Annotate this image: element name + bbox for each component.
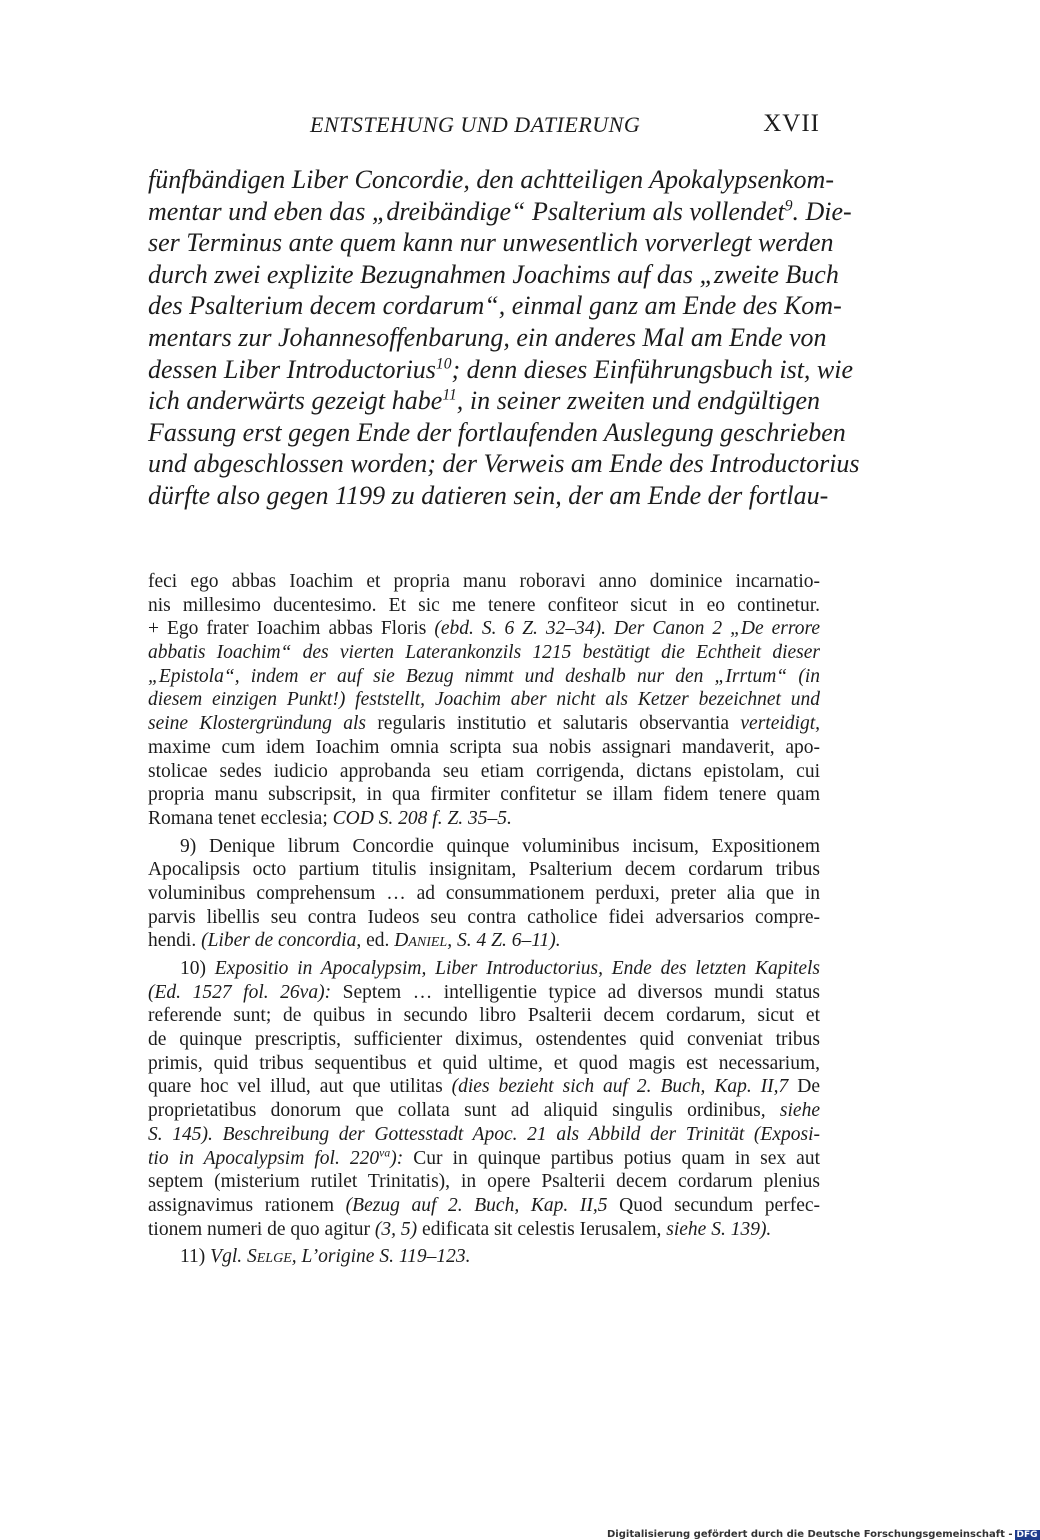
footnote-ref[interactable]: 10 — [435, 354, 452, 372]
footnote-number: 9) — [180, 835, 197, 857]
main-text-line: und abgeschlossen worden; der Verweis am Ende des Introductorius — [148, 449, 860, 479]
main-text-line: durch zwei explizite Bezugnahmen Joachims auf das „zweite Buch — [148, 259, 839, 289]
main-text-line: ich anderwärts gezeigt habe$^{11}$, in seiner zweiten und endgültigen — [148, 386, 820, 416]
dfg-logo: DFG — [1016, 1530, 1038, 1540]
main-text-line: fünfbändigen Liber Concordie, den achtteiligen Apokalypsenkom- — [148, 165, 834, 194]
footnote-8-continued: feci ego abbas Ioachim et propria manu roboravi anno dominice incarnatio- nis millesimo ducentesimo. Et sic me tenere confiteor sicut in eo continetur. + Ego frater Ioachim abbas Floris (ebd. S. 6 Z. 32–34). Der Canon 2 „De errore abbatis Ioachim“ des vierten Laterankonzils 1215 bestätigt die Echtheit dieser „Epistola“, indem er auf sie Bezug nimmt und deshalb nur den „Irrtum“ (in diesem einzigen Punkt!) feststellt, Joachim aber nicht als Ketzer bezeichnet und seine Klostergründung als regularis institutio et salutaris observantia verteidigt, maxime cum idem Ioachim omnia scripta sua nobis assignari mandaverit, apo- stolicae sedes iudicio approbanda seu etiam corrigenda, dictans epistolam, cui propria manu subscripsit, in qua firmiter confitetur se illam fidem tenere quam Romana tenet ecclesia; COD S. 208 f. Z. 35–5. — [148, 571, 821, 829]
footnotes — [148, 570, 820, 1273]
footnote-10: 10) Expositio in Apocalypsim, Liber Introductorius, Ende des letzten Kapitels (Ed. 1527 fol. 26va): Septem … intelligentie typice ad diversos mundi status referende sunt; de quibus in secundo libro Psalterii decem cordarum, sicut et de quinque prescriptis, sufficienter diximus, ostendentes quid conveniat tribus primis, quid tribus sequentibus et quid ultime, et quod magis est necessarium, quare hoc vel illud, aut que utilitas (dies bezieht sich auf 2. Buch, Kap. II,7 De proprietatibus donorum que collata sunt ad aliquid singulis ordinibus, siehe S. 145). Beschreibung der Gottesstadt Apoc. 21 als Abbild der Trinität (Exposi- tio in Apocalypsim fol. $220^{va}$): Cur in quinque partibus potius quam in sex aut septem (misterium rutilet Trinitatis), in opere Psalterii decem cordarum plenius assignavimus rationem (Bezug auf 2. Buch, Kap. II,5 Quod secundum perfec- tionem numeri de quo agitur (3, 5) edificata sit celestis Ierusalem, siehe S. 139). — [148, 958, 821, 1240]
footnote-ref[interactable]: 11 — [442, 386, 457, 404]
footnote-11: 11) Vgl. Selge, L’origine S. 119–123. — [180, 1246, 471, 1268]
main-text-block — [148, 164, 860, 512]
main-text-line: des Psalterium decem cordarum“, einmal ganz am Ende des Kom- — [148, 291, 842, 321]
footnote-ref[interactable]: 9 — [784, 196, 793, 214]
main-text-line: ser Terminus ante quem kann nur unwesentlich vorverlegt werden — [148, 228, 834, 258]
page-header — [148, 112, 820, 142]
page-number: XVII — [763, 110, 820, 137]
main-text-line: mentars zur Johannesoffenbarung, ein anderes Mal am Ende von — [148, 322, 827, 352]
footnote-9: 9) Denique librum Concordie quinque voluminibus incisum, Expositionem Apocalipsis octo partium titulis insignitam, Psalterium decem cordarum tribus voluminibus comprehensum … ad consummationem perduxi, preter alia que in parvis libellis seu contra Iudeos seu contra catholice fidei adversarios compre- hendi. (Liber de concordia, ed. Daniel, S. 4 Z. 6–11). — [148, 835, 820, 952]
footnote-number: 11) — [180, 1246, 206, 1268]
funding-banner: Digitalisierung gefördert durch die Deutsche Forschungsgemeinschaft - DFG — [607, 1529, 1038, 1540]
main-text-line: dürfte also gegen 1199 zu datieren sein, der am Ende der fortlau- — [148, 480, 829, 510]
running-title: ENTSTEHUNG UND DATIERUNG — [310, 112, 641, 137]
main-text-line: dessen Liber Introductorius$^{10}$; denn dieses Einführungsbuch ist, wie — [148, 354, 854, 384]
main-text-line: mentar und eben das „dreibändige“ Psalterium als vollendet$^9$. Die- — [148, 196, 852, 226]
main-text-line: Fassung erst gegen Ende der fortlaufenden Auslegung geschrieben — [148, 417, 846, 447]
footnote-number: 10) — [180, 958, 206, 979]
